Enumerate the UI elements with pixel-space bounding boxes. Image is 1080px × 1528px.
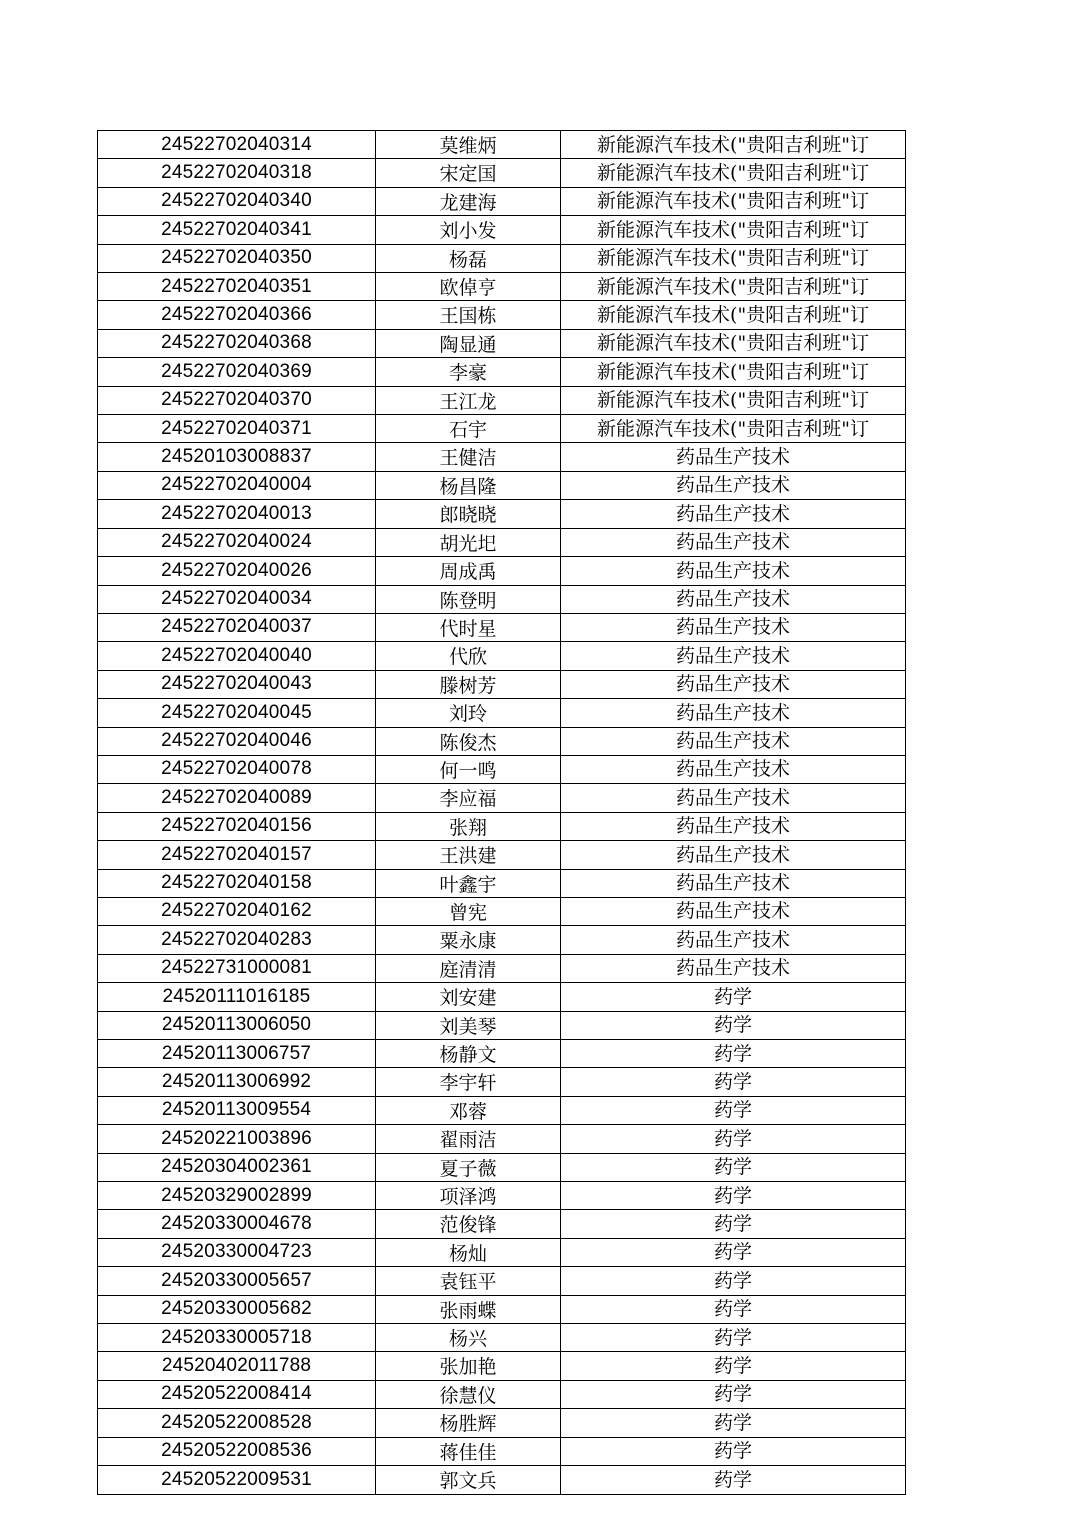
student-id-cell: 24522702040026 <box>98 557 376 585</box>
table-row <box>98 841 906 869</box>
table-row <box>98 670 906 698</box>
student-id-cell: 24522702040034 <box>98 585 376 613</box>
major-cell: 药学 <box>561 1380 906 1408</box>
student-name-cell: 杨昌隆 <box>376 471 561 499</box>
table-row <box>98 1409 906 1437</box>
major-cell: 药学 <box>561 1096 906 1124</box>
table-row <box>98 187 906 215</box>
student-name-cell: 杨兴 <box>376 1324 561 1352</box>
major-cell: 药品生产技术 <box>561 500 906 528</box>
table-row <box>98 159 906 187</box>
student-id-cell: 24522702040366 <box>98 301 376 329</box>
student-id-cell: 24520402011788 <box>98 1352 376 1380</box>
student-id-cell: 24522702040318 <box>98 159 376 187</box>
major-cell: 药学 <box>561 1267 906 1295</box>
major-cell: 药品生产技术 <box>561 443 906 471</box>
student-id-cell: 24522702040024 <box>98 528 376 556</box>
table-row <box>98 784 906 812</box>
table-row <box>98 585 906 613</box>
major-cell: 药品生产技术 <box>561 585 906 613</box>
student-name-cell: 张雨蝶 <box>376 1295 561 1323</box>
major-cell: 药品生产技术 <box>561 471 906 499</box>
student-name-cell: 李应福 <box>376 784 561 812</box>
table-row <box>98 415 906 443</box>
student-name-cell: 杨静文 <box>376 1040 561 1068</box>
major-cell: 新能源汽车技术("贵阳吉利班"订 <box>561 131 906 159</box>
major-cell: 药品生产技术 <box>561 727 906 755</box>
major-cell: 药学 <box>561 1295 906 1323</box>
major-cell: 药学 <box>561 1011 906 1039</box>
student-id-cell: 24520522008528 <box>98 1409 376 1437</box>
student-id-cell: 24522702040046 <box>98 727 376 755</box>
table-row <box>98 755 906 783</box>
table-row <box>98 1182 906 1210</box>
student-name-cell: 杨灿 <box>376 1238 561 1266</box>
student-name-cell: 王健洁 <box>376 443 561 471</box>
major-cell: 药品生产技术 <box>561 528 906 556</box>
table-row <box>98 131 906 159</box>
major-cell: 药学 <box>561 1409 906 1437</box>
major-cell: 药品生产技术 <box>561 699 906 727</box>
major-cell: 药品生产技术 <box>561 926 906 954</box>
major-cell: 药品生产技术 <box>561 613 906 641</box>
student-name-cell: 陈俊杰 <box>376 727 561 755</box>
student-id-cell: 24522702040371 <box>98 415 376 443</box>
student-id-cell: 24522702040045 <box>98 699 376 727</box>
table-row <box>98 273 906 301</box>
major-cell: 药学 <box>561 1182 906 1210</box>
student-id-cell: 24520113006050 <box>98 1011 376 1039</box>
student-name-cell: 刘安建 <box>376 983 561 1011</box>
student-id-cell: 24520113006992 <box>98 1068 376 1096</box>
major-cell: 新能源汽车技术("贵阳吉利班"订 <box>561 159 906 187</box>
student-id-cell: 24520330004678 <box>98 1210 376 1238</box>
student-name-cell: 代欣 <box>376 642 561 670</box>
table-row <box>98 1324 906 1352</box>
student-id-cell: 24522702040350 <box>98 244 376 272</box>
major-cell: 药学 <box>561 1040 906 1068</box>
student-id-cell: 24520522009531 <box>98 1466 376 1494</box>
student-list-body <box>98 131 906 1495</box>
table-row <box>98 1466 906 1494</box>
table-row <box>98 1040 906 1068</box>
student-name-cell: 胡光圯 <box>376 528 561 556</box>
student-name-cell: 宋定国 <box>376 159 561 187</box>
table-row <box>98 301 906 329</box>
student-id-cell: 24520330005718 <box>98 1324 376 1352</box>
student-name-cell: 龙建海 <box>376 187 561 215</box>
student-name-cell: 陈登明 <box>376 585 561 613</box>
table-row <box>98 358 906 386</box>
student-name-cell: 王江龙 <box>376 386 561 414</box>
table-row <box>98 897 906 925</box>
major-cell: 药学 <box>561 1068 906 1096</box>
student-name-cell: 刘美琴 <box>376 1011 561 1039</box>
table-row <box>98 1267 906 1295</box>
major-cell: 新能源汽车技术("贵阳吉利班"订 <box>561 329 906 357</box>
table-row <box>98 500 906 528</box>
major-cell: 新能源汽车技术("贵阳吉利班"订 <box>561 415 906 443</box>
major-cell: 药品生产技术 <box>561 954 906 982</box>
student-name-cell: 周成禹 <box>376 557 561 585</box>
student-name-cell: 王国栋 <box>376 301 561 329</box>
student-name-cell: 王洪建 <box>376 841 561 869</box>
student-id-cell: 24522702040314 <box>98 131 376 159</box>
table-row <box>98 557 906 585</box>
student-name-cell: 郎晓晓 <box>376 500 561 528</box>
student-id-cell: 24520329002899 <box>98 1182 376 1210</box>
student-id-cell: 24520330005682 <box>98 1295 376 1323</box>
student-id-cell: 24522702040351 <box>98 273 376 301</box>
table-row <box>98 812 906 840</box>
major-cell: 药学 <box>561 1352 906 1380</box>
student-id-cell: 24520522008414 <box>98 1380 376 1408</box>
student-id-cell: 24522702040089 <box>98 784 376 812</box>
major-cell: 药品生产技术 <box>561 670 906 698</box>
student-name-cell: 叶鑫宇 <box>376 869 561 897</box>
table-row <box>98 926 906 954</box>
table-row <box>98 954 906 982</box>
major-cell: 新能源汽车技术("贵阳吉利班"订 <box>561 358 906 386</box>
table-row <box>98 471 906 499</box>
table-row <box>98 613 906 641</box>
student-name-cell: 何一鸣 <box>376 755 561 783</box>
major-cell: 新能源汽车技术("贵阳吉利班"订 <box>561 386 906 414</box>
table-row <box>98 1238 906 1266</box>
student-id-cell: 24520330005657 <box>98 1267 376 1295</box>
student-id-cell: 24522702040341 <box>98 216 376 244</box>
student-name-cell: 邓蓉 <box>376 1096 561 1124</box>
student-name-cell: 袁钰平 <box>376 1267 561 1295</box>
student-id-cell: 24522702040370 <box>98 386 376 414</box>
major-cell: 药品生产技术 <box>561 897 906 925</box>
student-id-cell: 24522702040013 <box>98 500 376 528</box>
student-name-cell: 杨胜辉 <box>376 1409 561 1437</box>
student-name-cell: 范俊锋 <box>376 1210 561 1238</box>
student-id-cell: 24522702040037 <box>98 613 376 641</box>
major-cell: 新能源汽车技术("贵阳吉利班"订 <box>561 301 906 329</box>
student-list-table <box>97 130 906 1495</box>
major-cell: 药品生产技术 <box>561 869 906 897</box>
major-cell: 药品生产技术 <box>561 755 906 783</box>
student-id-cell: 24520221003896 <box>98 1125 376 1153</box>
student-name-cell: 粟永康 <box>376 926 561 954</box>
student-name-cell: 项泽鸿 <box>376 1182 561 1210</box>
student-id-cell: 24522702040040 <box>98 642 376 670</box>
student-name-cell: 刘玲 <box>376 699 561 727</box>
student-id-cell: 24522702040004 <box>98 471 376 499</box>
major-cell: 药学 <box>561 1324 906 1352</box>
student-name-cell: 刘小发 <box>376 216 561 244</box>
student-id-cell: 24520113006757 <box>98 1040 376 1068</box>
table-row <box>98 642 906 670</box>
student-name-cell: 莫维炳 <box>376 131 561 159</box>
student-name-cell: 陶显通 <box>376 329 561 357</box>
student-name-cell: 杨磊 <box>376 244 561 272</box>
student-id-cell: 24520113009554 <box>98 1096 376 1124</box>
student-name-cell: 李豪 <box>376 358 561 386</box>
student-name-cell: 庭清清 <box>376 954 561 982</box>
major-cell: 药学 <box>561 1238 906 1266</box>
table-row <box>98 1380 906 1408</box>
table-row <box>98 1352 906 1380</box>
student-name-cell: 翟雨洁 <box>376 1125 561 1153</box>
major-cell: 药学 <box>561 1210 906 1238</box>
table-row <box>98 528 906 556</box>
student-id-cell: 24520304002361 <box>98 1153 376 1181</box>
major-cell: 新能源汽车技术("贵阳吉利班"订 <box>561 187 906 215</box>
student-name-cell: 欧倬亨 <box>376 273 561 301</box>
table-row <box>98 329 906 357</box>
major-cell: 新能源汽车技术("贵阳吉利班"订 <box>561 216 906 244</box>
student-name-cell: 徐慧仪 <box>376 1380 561 1408</box>
student-name-cell: 李宇轩 <box>376 1068 561 1096</box>
major-cell: 新能源汽车技术("贵阳吉利班"订 <box>561 244 906 272</box>
student-id-cell: 24522702040078 <box>98 755 376 783</box>
student-name-cell: 张翔 <box>376 812 561 840</box>
table-row <box>98 216 906 244</box>
major-cell: 药品生产技术 <box>561 557 906 585</box>
table-row <box>98 869 906 897</box>
student-id-cell: 24522702040340 <box>98 187 376 215</box>
student-name-cell: 滕树芳 <box>376 670 561 698</box>
student-name-cell: 曾宪 <box>376 897 561 925</box>
student-id-cell: 24520330004723 <box>98 1238 376 1266</box>
student-id-cell: 24522702040158 <box>98 869 376 897</box>
student-name-cell: 张加艳 <box>376 1352 561 1380</box>
student-id-cell: 24522702040368 <box>98 329 376 357</box>
major-cell: 药品生产技术 <box>561 642 906 670</box>
student-name-cell: 代时星 <box>376 613 561 641</box>
student-name-cell: 石宇 <box>376 415 561 443</box>
student-id-cell: 24522702040283 <box>98 926 376 954</box>
major-cell: 药品生产技术 <box>561 841 906 869</box>
table-row <box>98 386 906 414</box>
table-row <box>98 1210 906 1238</box>
table-row <box>98 244 906 272</box>
student-name-cell: 夏子薇 <box>376 1153 561 1181</box>
major-cell: 新能源汽车技术("贵阳吉利班"订 <box>561 273 906 301</box>
student-id-cell: 24522702040043 <box>98 670 376 698</box>
table-row <box>98 1295 906 1323</box>
table-row <box>98 1068 906 1096</box>
major-cell: 药学 <box>561 1125 906 1153</box>
student-id-cell: 24522731000081 <box>98 954 376 982</box>
student-name-cell: 郭文兵 <box>376 1466 561 1494</box>
student-id-cell: 24522702040369 <box>98 358 376 386</box>
student-name-cell: 蒋佳佳 <box>376 1437 561 1465</box>
table-row <box>98 1011 906 1039</box>
major-cell: 药学 <box>561 1466 906 1494</box>
student-id-cell: 24520111016185 <box>98 983 376 1011</box>
major-cell: 药学 <box>561 983 906 1011</box>
student-id-cell: 24522702040162 <box>98 897 376 925</box>
student-id-cell: 24522702040157 <box>98 841 376 869</box>
table-row <box>98 1125 906 1153</box>
student-id-cell: 24520103008837 <box>98 443 376 471</box>
major-cell: 药学 <box>561 1153 906 1181</box>
table-row <box>98 1153 906 1181</box>
student-id-cell: 24522702040156 <box>98 812 376 840</box>
table-row <box>98 1437 906 1465</box>
table-row <box>98 699 906 727</box>
table-row <box>98 443 906 471</box>
table-row <box>98 727 906 755</box>
major-cell: 药品生产技术 <box>561 784 906 812</box>
major-cell: 药品生产技术 <box>561 812 906 840</box>
student-id-cell: 24520522008536 <box>98 1437 376 1465</box>
table-row <box>98 983 906 1011</box>
major-cell: 药学 <box>561 1437 906 1465</box>
table-row <box>98 1096 906 1124</box>
